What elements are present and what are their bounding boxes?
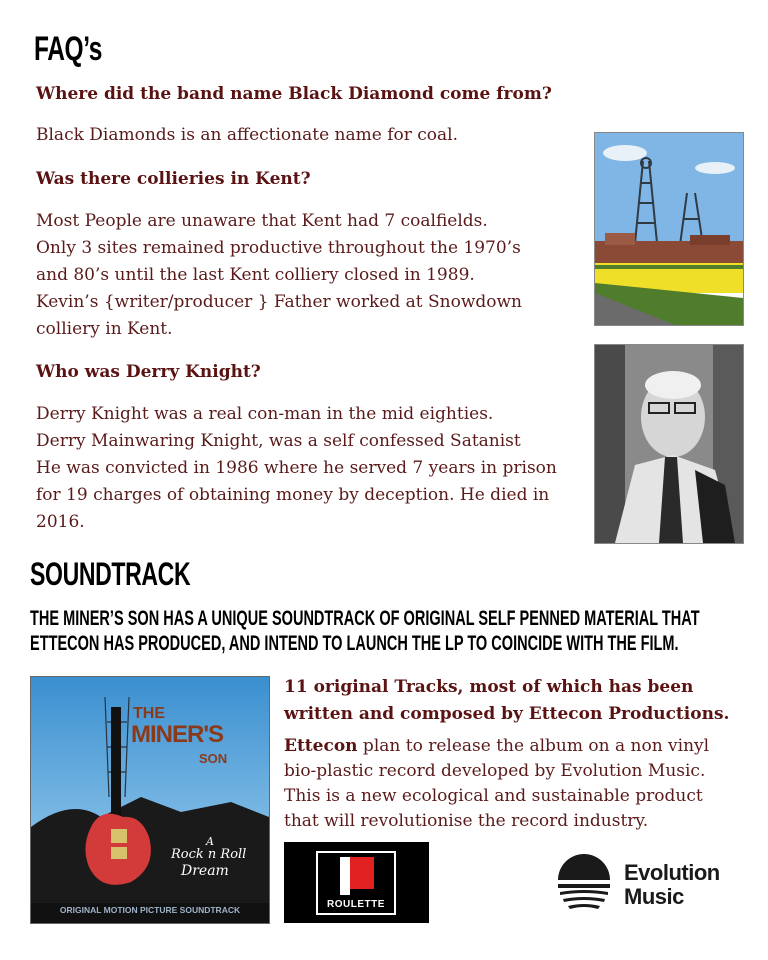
soundtrack-subheading (30, 606, 715, 656)
faq-question-1: Where did the band name Black Diamond come from? (36, 84, 552, 104)
music-text: Music (624, 884, 684, 909)
answer-line: Only 3 sites remained productive throughout the 1970’s (36, 238, 521, 258)
faq-question-2: Was there collieries in Kent? (36, 169, 311, 189)
faq-question-3: Who was Derry Knight? (36, 362, 261, 382)
album-tagline-a: A (206, 835, 214, 848)
portrait-image (595, 345, 743, 543)
evolution-mark-icon (556, 854, 612, 912)
soundtrack-heading: SOUNDTRACK (30, 556, 191, 592)
ettecon-name: Ettecon (284, 736, 358, 756)
answer-line: for 19 charges of obtaining money by deception. He died in (36, 485, 550, 505)
answer-line: 2016. (36, 512, 85, 532)
album-cover (30, 676, 270, 924)
roulette-box (316, 851, 396, 915)
subheading-line: ETTECON HAS PRODUCED, AND INTEND TO LAUNCH THE LP TO COINCIDE WITH THE FILM. (30, 632, 679, 655)
colliery-image (595, 133, 743, 325)
roulette-white-bar (340, 857, 350, 895)
album-title-miners: MINER'S (131, 721, 224, 748)
ettecon-paragraph (284, 734, 744, 834)
album-footer: ORIGINAL MOTION PICTURE SOUNDTRACK (59, 905, 241, 915)
answer-line: and 80’s until the last Kent colliery closed in 1989. (36, 265, 475, 285)
tracks-line: 11 original Tracks, most of which has been (284, 677, 694, 697)
ettecon-line: This is a new ecological and sustainable product (284, 786, 703, 806)
evolution-text: Evolution (624, 860, 720, 885)
ettecon-line: that will revolutionise the record industry. (284, 811, 649, 831)
subheading-line: THE MINER’S SON HAS A UNIQUE SOUNDTRACK OF ORIGINAL SELF PENNED MATERIAL THAT (30, 607, 700, 630)
faq-answer-2 (36, 208, 596, 343)
roulette-label: ROULETTE (327, 899, 385, 910)
faq-answer-3 (36, 401, 596, 536)
faq-answer-1: Black Diamonds is an affectionate name for coal. (36, 125, 458, 145)
answer-line: Derry Knight was a real con-man in the mid eighties. (36, 404, 494, 424)
ettecon-first-line (284, 734, 744, 759)
tracks-text (284, 674, 754, 728)
faq-heading: FAQ’s (34, 30, 103, 68)
colliery-photo (594, 132, 744, 326)
roulette-logo (284, 842, 429, 923)
derry-knight-photo (594, 344, 744, 544)
album-tagline-rock: Rock n Roll (171, 847, 247, 862)
answer-line: Kevin’s {writer/producer } Father worked at Snowdown (36, 292, 522, 312)
answer-line: He was convicted in 1986 where he served 7 years in prison (36, 458, 557, 478)
tracks-line: written and composed by Ettecon Productions. (284, 704, 730, 724)
album-tagline-dream: Dream (181, 863, 229, 879)
answer-line: Derry Mainwaring Knight, was a self confessed Satanist (36, 431, 521, 451)
answer-line: Most People are unaware that Kent had 7 coalfields. (36, 211, 488, 231)
evolution-music-logo (556, 854, 736, 914)
answer-line: colliery in Kent. (36, 319, 173, 339)
album-title-son: SON (199, 751, 228, 766)
ettecon-line: bio-plastic record developed by Evolution Music. (284, 761, 706, 781)
album-title-the: THE (133, 705, 165, 722)
ettecon-line-rest: plan to release the album on a non vinyl (357, 736, 710, 756)
